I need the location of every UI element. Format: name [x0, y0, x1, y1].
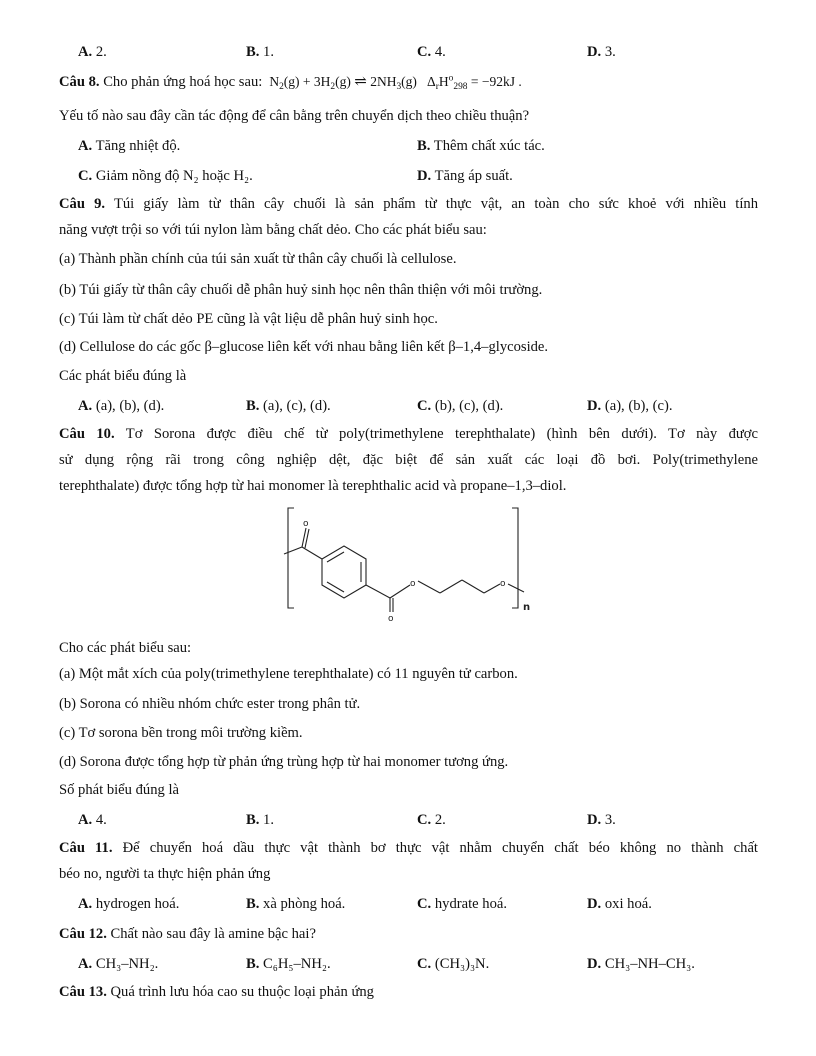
- q8-option-d[interactable]: D. Tăng áp suất.: [417, 168, 513, 184]
- q10-statement-b: (b) Sorona có nhiều nhóm chức ester trong phân tử.: [59, 696, 361, 712]
- q7-option-b[interactable]: B. 1.: [246, 44, 274, 60]
- q11-stem-line2: béo no, người ta thực hiện phản ứng: [59, 866, 271, 882]
- benzene-ring: [322, 546, 366, 598]
- repeat-subscript: n: [523, 602, 531, 613]
- q7-option-a[interactable]: A. 2.: [78, 44, 107, 60]
- q9-prompt: Các phát biểu đúng là: [59, 368, 187, 384]
- q8-stem: Câu 8. Cho phản ứng hoá học sau: $N_2(g) + 3H_2(g)$ ⇌ $2NH_3(g) \Delta_rH^o_{298} = -92kJ$ .: [59, 73, 522, 92]
- q8-option-c[interactable]: C. Giảm nồng độ N₂ hoặc H₂.: [78, 168, 253, 184]
- q13-stem: Câu 13. Quá trình lưu hóa cao su thuộc loại phản ứng: [59, 984, 374, 1000]
- q9-label: Câu 9.: [59, 196, 106, 212]
- q9-statement-d: (d) Cellulose do các gốc β–glucose liên kết với nhau bằng liên kết β–1,4–glycoside.: [59, 339, 549, 355]
- q7-options: [78, 44, 758, 62]
- q10-options: [78, 812, 758, 830]
- q9-options: [78, 398, 758, 416]
- q10-statement-c: (c) Tơ sorona bền trong môi trường kiềm.: [59, 725, 303, 741]
- polymer-structure-diagram: [280, 504, 540, 622]
- q7-option-d[interactable]: D. 3.: [587, 44, 616, 60]
- q8-options-row1: [78, 138, 758, 156]
- q11-stem-line1: Câu 11. Để chuyển hoá dầu thực vật thành bơ thực vật nhằm chuyển chất béo không no thành chất: [59, 840, 758, 856]
- q7-option-c[interactable]: C. 4.: [417, 44, 446, 60]
- q9-option-a[interactable]: A. (a), (b), (d).: [78, 398, 165, 414]
- q8-option-a[interactable]: A. Tăng nhiệt độ.: [78, 138, 181, 154]
- q12-option-b[interactable]: B. C₆H₅–NH₂.: [246, 956, 331, 972]
- q9-statement-c: (c) Túi làm từ chất dẻo PE cũng là vật liệu dễ phân huỷ sinh học.: [59, 311, 438, 327]
- q11-options: [78, 896, 758, 914]
- q11-label: Câu 11.: [59, 840, 113, 856]
- q9-statement-a: (a) Thành phần chính của túi sản xuất từ thân cây chuối là cellulose.: [59, 251, 457, 267]
- carbonyl-oxygen-1: o: [303, 519, 309, 529]
- q11-option-c[interactable]: C. hydrate hoá.: [417, 896, 507, 912]
- carbonyl-oxygen-2: o: [388, 614, 394, 622]
- q11-option-a[interactable]: A. hydrogen hoá.: [78, 896, 180, 912]
- ester-oxygen-1: o: [410, 579, 416, 589]
- q9-stem-line1: Câu 9. Túi giấy làm từ thân cây chuối là sản phẩm từ thực vật, an toàn cho sức khoẻ với nhiều tính: [59, 196, 759, 212]
- q13-label: Câu 13.: [59, 984, 107, 1000]
- right-bracket: [512, 508, 518, 608]
- q10-label: Câu 10.: [59, 426, 115, 442]
- q10-option-c[interactable]: C. 2.: [417, 812, 446, 828]
- q8-option-b[interactable]: B. Thêm chất xúc tác.: [417, 138, 545, 154]
- q10-stem-line2: sử dụng rộng rãi trong công nghiệp dệt, đặc biệt để sản xuất các loại đồ bơi. Poly(trimethylene: [59, 452, 758, 468]
- q11-option-b[interactable]: B. xà phòng hoá.: [246, 896, 346, 912]
- q12-label: Câu 12.: [59, 926, 107, 942]
- q10-intro: Cho các phát biểu sau:: [59, 640, 192, 656]
- q9-statement-b: (b) Túi giấy từ thân cây chuối dễ phân huỷ sinh học nên thân thiện với môi trường.: [59, 282, 543, 298]
- q10-option-a[interactable]: A. 4.: [78, 812, 107, 828]
- q9-stem-line2: năng vượt trội so với túi nylon làm bằng chất dẻo. Cho các phát biểu sau:: [59, 222, 487, 238]
- left-bracket: [288, 508, 294, 608]
- q8-question: Yếu tố nào sau đây cần tác động để cân bằng trên chuyển dịch theo chiều thuận?: [59, 108, 530, 124]
- q9-option-d[interactable]: D. (a), (b), (c).: [587, 398, 673, 414]
- q12-option-c[interactable]: C. (CH₃)₃N.: [417, 956, 490, 972]
- left-chain-bond: [284, 547, 302, 554]
- q10-statement-d: (d) Sorona được tổng hợp từ phản ứng trùng hợp từ hai monomer tương ứng.: [59, 754, 509, 770]
- q10-option-b[interactable]: B. 1.: [246, 812, 274, 828]
- q9-option-b[interactable]: B. (a), (c), (d).: [246, 398, 331, 414]
- q9-option-c[interactable]: C. (b), (c), (d).: [417, 398, 504, 414]
- ester-oxygen-2: o: [500, 579, 506, 589]
- q10-option-d[interactable]: D. 3.: [587, 812, 616, 828]
- q10-prompt: Số phát biểu đúng là: [59, 782, 179, 798]
- q8-label: Câu 8.: [59, 74, 100, 90]
- q12-option-d[interactable]: D. CH₃–NH–CH₃.: [587, 956, 695, 972]
- q10-stem-line3: terephthalate) được tổng hợp từ hai monomer là terephthalic acid và propane–1,3–diol.: [59, 478, 567, 494]
- q12-option-a[interactable]: A. CH₃–NH₂.: [78, 956, 159, 972]
- q12-stem: Câu 12. Chất nào sau đây là amine bậc hai?: [59, 926, 316, 942]
- q8-equation: $N_2(g) + 3H_2(g)$ ⇌ $2NH_3(g) \Delta_rH^o_{298} = -92kJ$ .: [265, 73, 522, 92]
- q8-options-row2: [78, 168, 758, 186]
- q11-option-d[interactable]: D. oxi hoá.: [587, 896, 652, 912]
- q10-statement-a: (a) Một mắt xích của poly(trimethylene terephthalate) có 11 nguyên tử carbon.: [59, 666, 518, 682]
- q12-options: [78, 956, 758, 974]
- q10-stem-line1: Câu 10. Tơ Sorona được điều chế từ poly(trimethylene terephthalate) (hình bên dưới). Tơ này được: [59, 426, 758, 442]
